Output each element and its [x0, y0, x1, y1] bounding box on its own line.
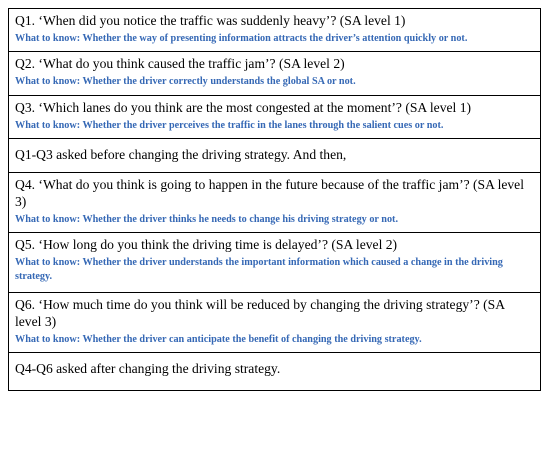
note-row-after — [9, 353, 540, 390]
note-text: Q1-Q3 asked before changing the driving strategy. And then, — [15, 147, 347, 162]
question-text: Q3. ‘Which lanes do you think are the most congested at the moment’? (SA level 1) — [15, 100, 472, 115]
what-to-know-text: What to know: Whether the driver understands the important information which caused a change in the driving strategy. — [15, 257, 503, 282]
what-to-know-text: What to know: Whether the driver correctly understands the global SA or not. — [15, 76, 356, 87]
question-row-q5 — [9, 233, 540, 293]
what-to-know-text: What to know: Whether the driver perceives the traffic in the lanes through the salient cues or not. — [15, 120, 444, 131]
question-row-q6 — [9, 293, 540, 353]
question-row-q1 — [9, 9, 540, 52]
what-to-know-text: What to know: Whether the driver thinks he needs to change his driving strategy or not. — [15, 214, 398, 225]
note-row-before — [9, 139, 540, 173]
question-text: Q2. ‘What do you think caused the traffic jam’? (SA level 2) — [15, 56, 345, 71]
what-to-know-text: What to know: Whether the driver can anticipate the benefit of changing the driving strategy. — [15, 334, 422, 345]
question-text: Q1. ‘When did you notice the traffic was suddenly heavy’? (SA level 1) — [15, 13, 406, 28]
question-row-q2 — [9, 52, 540, 96]
note-text: Q4-Q6 asked after changing the driving strategy. — [15, 361, 281, 376]
what-to-know-text: What to know: Whether the way of presenting information attracts the driver’s attention quickly or not. — [15, 33, 468, 44]
questionnaire-table — [8, 8, 541, 391]
question-row-q4 — [9, 173, 540, 233]
question-text: Q5. ‘How long do you think the driving time is delayed’? (SA level 2) — [15, 237, 398, 252]
question-text: Q4. ‘What do you think is going to happen in the future because of the traffic jam’? (SA level 3) — [15, 177, 524, 209]
question-text: Q6. ‘How much time do you think will be reduced by changing the driving strategy’? (SA level 3) — [15, 297, 505, 329]
question-row-q3 — [9, 96, 540, 139]
